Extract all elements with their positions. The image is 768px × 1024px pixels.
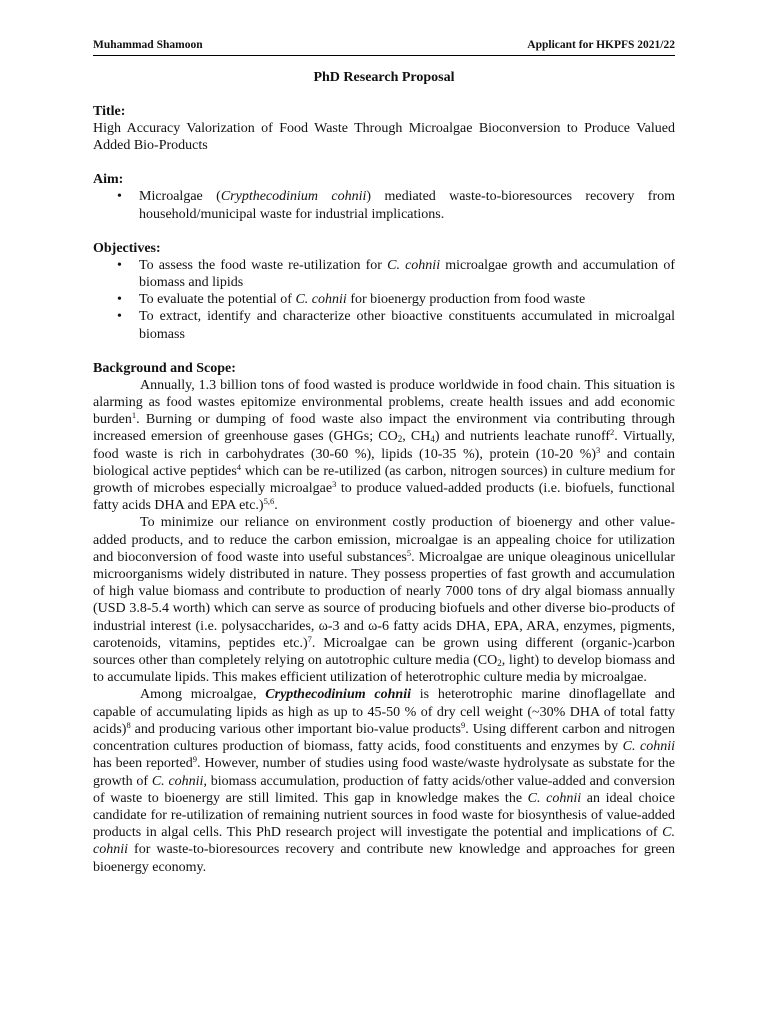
objective-item: • To extract, identify and characterize other bioactive constituents accumulated in microalgal biomass xyxy=(93,308,675,342)
page-header xyxy=(93,38,675,56)
background-heading: Background and Scope: xyxy=(93,360,236,376)
title-heading: Title: xyxy=(93,104,126,119)
objective-item: • To assess the food waste re-utilization for C. cohnii microalgae growth and accumulation of biomass and lipids xyxy=(93,257,675,291)
background-paragraph-1: Annually, 1.3 billion tons of food wasted is produce worldwide in food chain. This situation is alarming as food wastes epitomize environmental problems, create health issues and add economic burden$^1$. Burning or dumping of food waste also impact the environment via contributing through increased emersion of greenhouse gases (GHGs; $CO_2$, $CH_4$) and nutrients leachate runoff$^2$. Virtually, food waste is rich in carbohydrates (30-60 %), lipids (10-35 %), protein (10-20 %)$^3$ and contain biological active peptides$^4$ which can be re-utilized (as carbon, nitrogen sources) in culture medium for growth of microbes especially microalgae$^3$ to produce valued-added products (i.e. biofuels, functional fatty acids DHA and EPA etc.)$^{5,6}$. xyxy=(93,377,675,514)
aim-item: • Microalgae (Crypthecodinium cohnii) mediated waste-to-bioresources recovery from household/municipal waste for industrial implications. xyxy=(93,188,675,222)
aim-list xyxy=(93,188,675,222)
objective-item: • To evaluate the potential of C. cohnii for bioenergy production from food waste xyxy=(93,291,675,308)
proposal-title-text: High Accuracy Valorization of Food Waste Through Microalgae Bioconversion to Produce Valued Added Bio-Products xyxy=(93,121,675,154)
background-section xyxy=(93,360,675,876)
header-author: Muhammad Shamoon xyxy=(93,39,203,51)
document-title: PhD Research Proposal xyxy=(313,70,455,85)
objectives-section xyxy=(93,240,675,343)
aim-heading: Aim: xyxy=(93,172,124,188)
background-paragraph-2: To minimize our reliance on environment costly production of bioenergy and other value-added products, and to reduce the carbon emission, microalgae is an appealing choice for utilization and bioconversion of food waste into useful substances$^5$. Microalgae are unique oleaginous unicellular microorganisms widely distributed in nature. They possess properties of fast growth and accumulation of high value biomass and contribute to production of nearly 7000 tons of dry algal biomass annually (USD 3.8-5.4 worth) which can serve as source of producing biofuels and other diverse bio-products of industrial interest (i.e. polysaccharides, ω-3 and ω-6 fatty acids DHA, EPA, ARA, enzymes, pigments, carotenoids, vitamins, peptides etc.)$^7$. Microalgae can be grown using different (organic-)carbon sources other than completely relying on autotrophic culture media ($CO_2$, light) to develop biomass and to accumulate lipids. This makes efficient utilization of heterotrophic culture media by microalgae. xyxy=(93,515,675,686)
objectives-heading: Objectives: xyxy=(93,240,161,256)
document-page xyxy=(93,38,675,876)
objectives-list xyxy=(93,257,675,343)
header-applicant: Applicant for HKPFS 2021/22 xyxy=(527,39,675,51)
title-section xyxy=(93,103,675,154)
background-paragraph-3: Among microalgae, Crypthecodinium cohnii is heterotrophic marine dinoflagellate and capable of accumulating lipids as high as up to 45-50 % of dry cell weight (~30% DHA of total fatty acids)$^8$ and producing various other important bio-value products$^9$. Using different carbon and nitrogen concentration cultures production of biomass, fatty acids, food constituents and enzymes by C. cohnii has been reported$^9$. However, number of studies using food waste/waste hydrolysate as substate for the growth of C. cohnii, biomass accumulation, production of fatty acids/other value-added and conversion of waste to bioenergy are still limited. This gap in knowledge makes the C. cohnii an ideal choice candidate for re-utilization of remaining nutrient sources in food waste for biosynthesis of value-added products in algal cells. This PhD research project will investigate the potential and implications of C. cohnii for waste-to-bioresources recovery and contribute new knowledge and approaches for green bioenergy economy. xyxy=(93,687,675,875)
aim-section xyxy=(93,171,675,222)
